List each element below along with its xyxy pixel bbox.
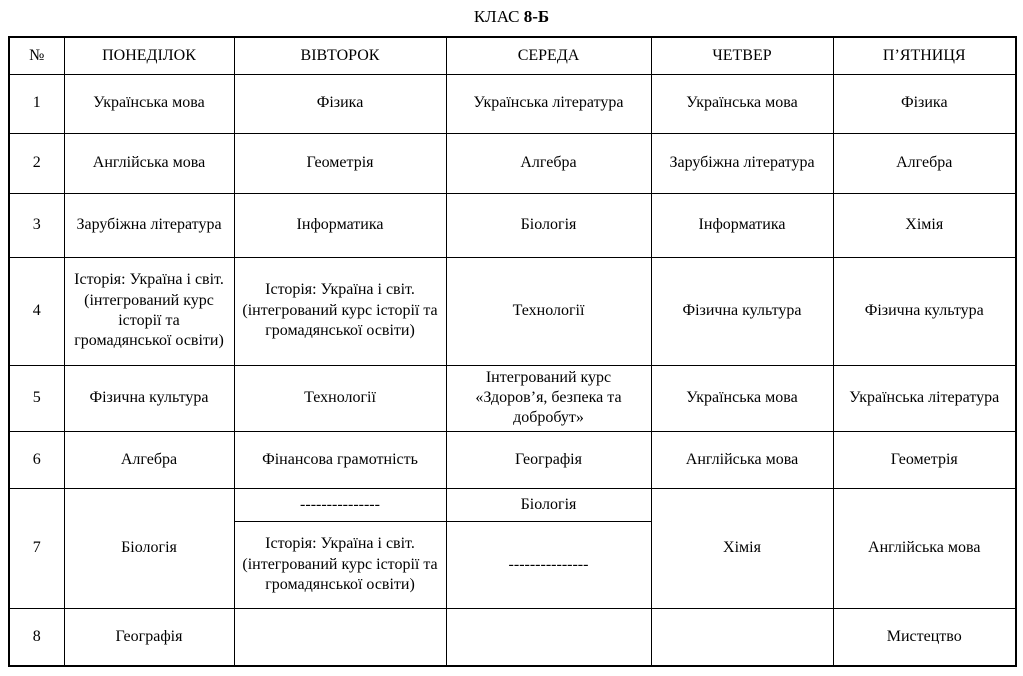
table-row xyxy=(9,193,1016,257)
table-row xyxy=(9,608,1016,666)
col-header-number: № xyxy=(9,37,64,74)
lesson-number: 7 xyxy=(9,488,64,608)
cell-monday: Англійська мова xyxy=(64,133,234,193)
cell-thursday xyxy=(651,608,833,666)
lesson-number: 3 xyxy=(9,193,64,257)
cell-friday: Мистецтво xyxy=(833,608,1016,666)
cell-wednesday: Алгебра xyxy=(446,133,651,193)
cell-wednesday-lower: --------------- xyxy=(446,521,651,608)
cell-monday: Українська мова xyxy=(64,74,234,133)
cell-monday: Історія: Україна і світ. (інтегрований курс історії та громадянської освіти) xyxy=(64,257,234,365)
cell-friday: Англійська мова xyxy=(833,488,1016,608)
cell-friday: Алгебра xyxy=(833,133,1016,193)
table-row xyxy=(9,431,1016,488)
cell-wednesday-upper: Біологія xyxy=(446,488,651,521)
cell-monday: Зарубіжна література xyxy=(64,193,234,257)
col-header-thursday: ЧЕТВЕР xyxy=(651,37,833,74)
title-class-name: 8-Б xyxy=(523,7,550,26)
cell-friday: Геометрія xyxy=(833,431,1016,488)
title-prefix: КЛАС xyxy=(473,7,524,26)
cell-tuesday: Фізика xyxy=(234,74,446,133)
table-row xyxy=(9,133,1016,193)
cell-thursday: Хімія xyxy=(651,488,833,608)
cell-tuesday: Геометрія xyxy=(234,133,446,193)
cell-monday: Фізична культура xyxy=(64,365,234,431)
timetable-table xyxy=(8,36,1017,667)
lesson-number: 8 xyxy=(9,608,64,666)
col-header-friday: П’ЯТНИЦЯ xyxy=(833,37,1016,74)
col-header-monday: ПОНЕДІЛОК xyxy=(64,37,234,74)
cell-wednesday xyxy=(446,608,651,666)
lesson-number: 4 xyxy=(9,257,64,365)
cell-wednesday: Українська література xyxy=(446,74,651,133)
cell-wednesday: Біологія xyxy=(446,193,651,257)
cell-thursday: Українська мова xyxy=(651,365,833,431)
cell-thursday: Інформатика xyxy=(651,193,833,257)
table-row xyxy=(9,74,1016,133)
cell-wednesday: Інтегрований курс «Здоров’я, безпека та добробут» xyxy=(446,365,651,431)
cell-tuesday: Фінансова грамотність xyxy=(234,431,446,488)
cell-thursday: Фізична культура xyxy=(651,257,833,365)
cell-monday: Географія xyxy=(64,608,234,666)
cell-monday: Алгебра xyxy=(64,431,234,488)
lesson-number: 2 xyxy=(9,133,64,193)
table-row xyxy=(9,488,1016,521)
cell-thursday: Англійська мова xyxy=(651,431,833,488)
cell-friday: Фізична культура xyxy=(833,257,1016,365)
cell-wednesday: Технології xyxy=(446,257,651,365)
cell-tuesday xyxy=(234,608,446,666)
col-header-wednesday: СЕРЕДА xyxy=(446,37,651,74)
cell-tuesday-lower: Історія: Україна і світ. (інтегрований курс історії та громадянської освіти) xyxy=(234,521,446,608)
header-row xyxy=(9,37,1016,74)
cell-tuesday: Технології xyxy=(234,365,446,431)
table-row xyxy=(9,365,1016,431)
cell-friday: Українська література xyxy=(833,365,1016,431)
col-header-tuesday: ВІВТОРОК xyxy=(234,37,446,74)
cell-monday: Біологія xyxy=(64,488,234,608)
page-title xyxy=(8,7,1015,27)
lesson-number: 6 xyxy=(9,431,64,488)
table-row xyxy=(9,257,1016,365)
cell-friday: Хімія xyxy=(833,193,1016,257)
cell-thursday: Зарубіжна література xyxy=(651,133,833,193)
cell-tuesday: Історія: Україна і світ. (інтегрований курс історії та громадянської освіти) xyxy=(234,257,446,365)
cell-wednesday: Географія xyxy=(446,431,651,488)
cell-tuesday-upper: --------------- xyxy=(234,488,446,521)
lesson-number: 1 xyxy=(9,74,64,133)
cell-tuesday: Інформатика xyxy=(234,193,446,257)
lesson-number: 5 xyxy=(9,365,64,431)
cell-thursday: Українська мова xyxy=(651,74,833,133)
cell-friday: Фізика xyxy=(833,74,1016,133)
